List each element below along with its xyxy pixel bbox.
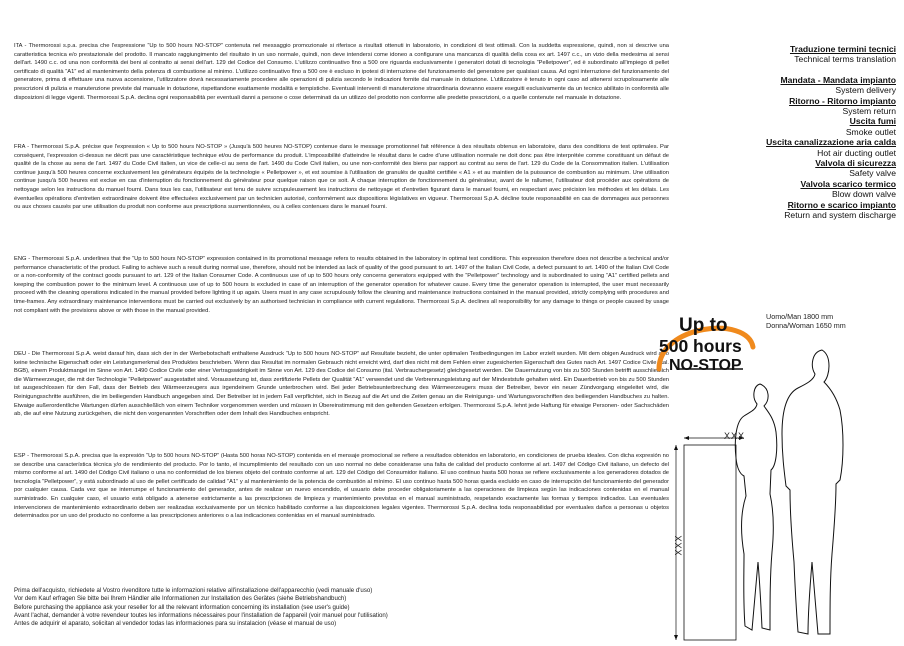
height-dimension-label: XXX <box>673 534 684 556</box>
purchase-notes <box>14 587 614 628</box>
term-en: Hot air ducting outlet <box>817 147 896 158</box>
promo-badge <box>649 307 759 381</box>
note-eng: Before purchasing the appliance ask your reseller for all the relevant information concerning its installation (see user's guide) <box>14 603 350 611</box>
badge-line-3: NO-STOP <box>669 357 742 374</box>
term-en: Blow down valve <box>831 189 896 200</box>
term-en: Return and system discharge <box>784 210 896 221</box>
term-it: Ritorno - Ritorno impianto <box>789 95 896 106</box>
woman-silhouette <box>735 384 776 630</box>
term-it: Uscita canalizzazione aria calda <box>766 137 896 148</box>
term-en: System delivery <box>835 85 896 96</box>
woman-height: Donna/Woman 1650 mm <box>766 321 846 330</box>
disclaimer-eng: ENG - Thermorossi S.p.A. underlines that the “Up to 500 hours NO-STOP” expression contained in its promotional message refers to results obtained in the laboratory in optimal test conditions. This expression therefore does not describe a technical and/or performance characteristic of the product. Failing to achieve such a result during normal use, therefore, should not be intended as lack of quality of the good pursuant to art. 1497 of the Italian Civil Code, a defect pursuant to art. 1490 of the Italian Civil Code or a non-conformity of the contract goods pursuant to art. 129 of the Italian Consumer Code. A continuous use of up to 500 hours only concerns generators equipped with the “Pelletpower” technology and is subordinated to using “A1” certified pellets and keeping the combustion power to the minimum level. A continuous use of up to 500 hours is excluded in case of an interruption of the generator operation for whatever cause. Every time the generator operation is interrupted, the user must necessarily proceed with the cleaning operations indicated in the manual provided before lighting it up again. Users must in any case scrupulously follow the cleaning and maintenance instructions contained in the manual provided, strictly complying with procedures and time-frames. Any extraordinary maintenance interventions must be carried out exclusively by an authorised technician in compliance with current regulations. Thermorossi S.p.A. declines all responsibility for any damage to things or people caused by usage not compliant with the provisions above or with those in the manual provided. <box>14 256 669 314</box>
term-it: Uscita fumi <box>849 116 896 127</box>
note-ita: Prima dell'acquisto, richiedete al Vostro rivenditore tutte le informazioni relative all'installazione dell'apparecchio (vedi manuale d'uso) <box>14 587 373 594</box>
badge-line-2: 500 hours <box>659 336 742 356</box>
term-en: System return <box>842 106 896 117</box>
note-fra: Avant l'achat, demander à votre revendeur toutes les informations nécessaires pour l'installation de l'appareil (voir manuel pour l'utilisation) <box>14 611 388 619</box>
term-it: Valvola scarico termico <box>800 178 896 189</box>
term-it: Mandata - Mandata impianto <box>780 74 896 85</box>
disclaimer-deu: DEU - Die Thermorossi S.p.A. weist darauf hin, dass sich der in der Werbebotschaft enthaltene Ausdruck “Up to 500 hours NO-STOP” auf Resultate bezieht, die unter optimalen Testbedingungen im Labor erzielt wurden. Mit dem obigen Ausdruck wird also keine technische Eigenschaft oder ein Leistungsmerkmal des Produktes beschrieben. Wenn das Resultat im normalen Gebrauch nicht erreicht wird, darf dies nicht mit dem Fehlen einer zugesicherten Eigenschaft des Gutes nach Art. 1497 Codice Civile (ital. BGB), einem Produktmangel im Sinne von Art. 1490 Codice Civile oder einer Vertragswidrigkeit im Sinne von Art. 129 des Codice del Consumo (ital. Verbrauchergesetz) gleichgesetzt werden. Die Dauernutzung von bis zu 500 Stunden betrifft ausschließlich die Wärmeerzeuger, die mit der Technologie “Pelletpower” ausgestattet sind. Voraussetzung ist, dass zertifizierte Pellets der Qualität “A1” verwendet und die Verbrennungsleistung auf der Mindeststufe gehalten wird. Ein Dauerbetrieb von bis zu 500 Stunden ist ausgeschlossen für den Fall, dass der Betrieb des Wärmeerzeugers aus irgendeinem Grunde unterbrochen wird. Bei jeder Betriebsunterbrechung des Wärmeerzeugers muss der Betreiber, bevor ein neuer Zündvorgang eingeleitet wird, die Reinigungsschritte ausführen, die im beiliegenden Handbuch angegeben sind. Der Betreiber ist in jedem Fall verpflichtet, sich in Bezug auf die Art und die Zeiten genau an die Reinigungs- und Wartungsvorschriften des beiliegenden Handbuches zu halten. Etwaige außerordentliche Wartungen dürfen ausschließlich von einem Techniker vorgenommen werden und müssen in Übereinstimmung mit den geltenden Gesetzen erfolgen. Thermorossi S.p.A. lehnt jede Haftung für etwaige Personen- oder Sachschäden ab, die auf eine Nutzung zurückgehen, die nicht den vorgenannten Vorschriften oder dem Inhalt des Handbuches entspricht. <box>14 351 669 418</box>
stove-outline <box>684 445 736 640</box>
note-esp: Antes de adquirir el aparato, solicitan al vendedor todas las informaciones para su instalacion (véase el manual de uso) <box>14 620 337 628</box>
technical-terms <box>696 44 896 221</box>
terms-heading-it: Traduzione termini tecnici <box>789 44 896 54</box>
disclaimer-ita: ITA - Thermorossi s.p.a. precisa che l'espressione “Up to 500 hours NO-STOP” contenuta nel messaggio promozionale si riferisce a risultati ottenuti in laboratorio, in condizioni di test ottimali. Con la suddetta espressione, quindi, non si descrive una caratteristica tecnica e/o prestazionale del prodotto. Il mancato raggiungimento del risultato in un uso normale, quindi, non deve intendersi come idoneo a configurare una mancanza di qualità della cosa ex art. 1497 c.c., un vizio della medesima ai sensi dell'art. 1490 c.c. od una non conformità dei beni al contratto ai sensi dell'art. 129 del Codice del Consumo. L'utilizzo continuativo fino a 500 ore riguarda esclusivamente i generatori dotati di tecnologia “Pelletpower”, ed è subordinato all'impiego di pellet certificato di qualità “A1” ed al mantenimento della potenza di combustione al minimo. L'utilizzo continuativo fino a 500 ore è escluso in ipotesi di interruzione del funzionamento del generatore per qualsiasi causa. Ad ogni interruzione del funzionamento del generatore, prima di effettuare una nuova accensione, l'utilizzatore dovrà necessariamente procedere alle operazioni di pulizia secondo le indicazioni fornite dal manuale in dotazione. L'utilizzatore è tenuto in ogni caso ad attenersi scrupolosamente alle prescrizioni di pulizia e manutenzione previste dal manuale in dotazione, rispettandone esattamente modalità e tempistiche. Eventuali interventi di manutenzione straordinaria dovranno essere eseguiti esclusivamente da un tecnico abilitato in conformità alle disposizioni di legge vigenti. Thermorossi S.p.A. declina ogni responsabilità per eventuali danni a persone o cose determinati da un utilizzo del prodotto non conforme alle predette prescrizioni, o a quelle contenute nel manuale in dotazione. <box>14 43 669 101</box>
width-dimension-label: XXX <box>724 431 746 441</box>
disclaimer-fra: FRA - Thermorossi S.p.A. précise que l'expression « Up to 500 hours NO-STOP » (Jusqu'à 500 heures NO-STOP) contenue dans le message promotionnel fait référence à des résultats obtenus en laboratoire, dans des conditions de test optimales. Par conséquent, l'expression ci-dessus ne décrit pas une caractéristique technique et/ou de performance du produit. L'impossibilité d'atteindre le résultat dans le cadre d'une utilisation normale ne doit donc pas être interprétée comme constituant un défaut de qualité de la chose au sens de l'art. 1497 du Code Civil italien, un vice de celle-ci au sens de l'art. 1490 du Code Civil italien, ou une non-conformité des biens par rapport au contrat au sens de l'art. 129 du Code de la Consommation italien. L'utilisation continue jusqu'à 500 heures concerne exclusivement les générateurs équipés de la technologie « Pelletpower », et est soumise à l'utilisation de granulés de qualité certifiée « A1 » et au maintien de la puissance de combustion au minimum. Une utilisation continue jusqu'à 500 heures est exclue en cas d'interruption du fonctionnement du générateur pour quelque raison que ce soit. À chaque interruption de fonctionnement du générateur, avant de le rallumer, l'utilisateur doit procéder aux opérations de nettoyage selon les instructions du manuel fourni. Dans tous les cas, l'utilisateur est tenu de suivre scrupuleusement les instructions de nettoyage et d'entretien figurant dans le manuel fourni, en respectant avec précision les méthodes et les délais. Les éventuelles opérations d'entretien extraordinaire doivent être effectuées exclusivement par un technicien autorisé, conformément aux dispositions législatives en vigueur. Thermorossi S.p.A. décline toute responsabilité en cas de dommages aux personnes ou aux choses causés par une utilisation du produit non conforme aux prescriptions susmentionnées, ou à celles contenues dans le manuel fourni. <box>14 144 669 211</box>
term-en: Safety valve <box>849 168 896 179</box>
terms-heading-en: Technical terms translation <box>794 54 896 65</box>
disclaimer-esp: ESP - Thermorossi S.p.A. precisa que la expresión “Up to 500 hours NO-STOP” (Hasta 500 horas NO-STOP) contenida en el mensaje promocional se refiere a resultados obtenidos en laboratorio, en condiciones de prueba ideales. Con dicha expresión no se describe una característica técnica y/o de rendimiento del producto. Por lo tanto, el incumplimiento del resultado con un uso normal no debe considerarse una falta de calidad del producto conforme al art. 1497 del Código Civil italiano, un defecto del mismo conforme al art. 1490 del Código Civil italiano o una no conformidad de los bienes objeto del contrato conforme al art. 129 del Código del Consumidor italiano. El uso continuo hasta 500 horas se refiere exclusivamente a los generadores dotados de tecnología “Pelletpower”, y está subordinado al uso de pellet certificado de calidad “A1” y al mantenimiento de la potencia de combustión al mínimo. El uso continuo hasta 500 horas queda excluido en caso de interrupción del funcionamiento del generador por cualquier causa. Cada vez que se interrumpe el funcionamiento del generador, antes de realizar un nuevo encendido, el usuario debe proceder obligatoriamente a las operaciones de limpieza según las indicaciones contenidas en el manual suministrado. En cualquier caso, el usuario está obligado a atenerse estrictamente a las prescripciones de limpieza y mantenimiento previstas en el manual suministrado, respetando exactamente las formas y tiempos indicados. Las eventuales intervenciones de mantenimiento extraordinario deben ser realizadas exclusivamente por un técnico habilitado conforme a las disposiciones legales vigentes. Thermorossi S.p.A. declina toda responsabilidad por eventuales daños a personas u objetos determinados por un uso del producto no conforme a las prescripciones anteriores o a las indicaciones contenidas en el manual suministrado. <box>14 453 669 520</box>
term-it: Ritorno e scarico impianto <box>787 199 896 210</box>
man-silhouette <box>782 350 843 634</box>
man-height: Uomo/Man 1800 mm <box>766 312 834 321</box>
term-en: Smoke outlet <box>845 126 896 137</box>
note-deu: Vor dem Kauf erfragen Sie bitte bei Ihrem Händler alle Informationen zur Installation des Gerätes (siehe Betriebshandbuch) <box>14 595 347 603</box>
term-it: Valvola di sicurezza <box>815 158 896 169</box>
badge-line-1: Up to <box>679 315 728 336</box>
